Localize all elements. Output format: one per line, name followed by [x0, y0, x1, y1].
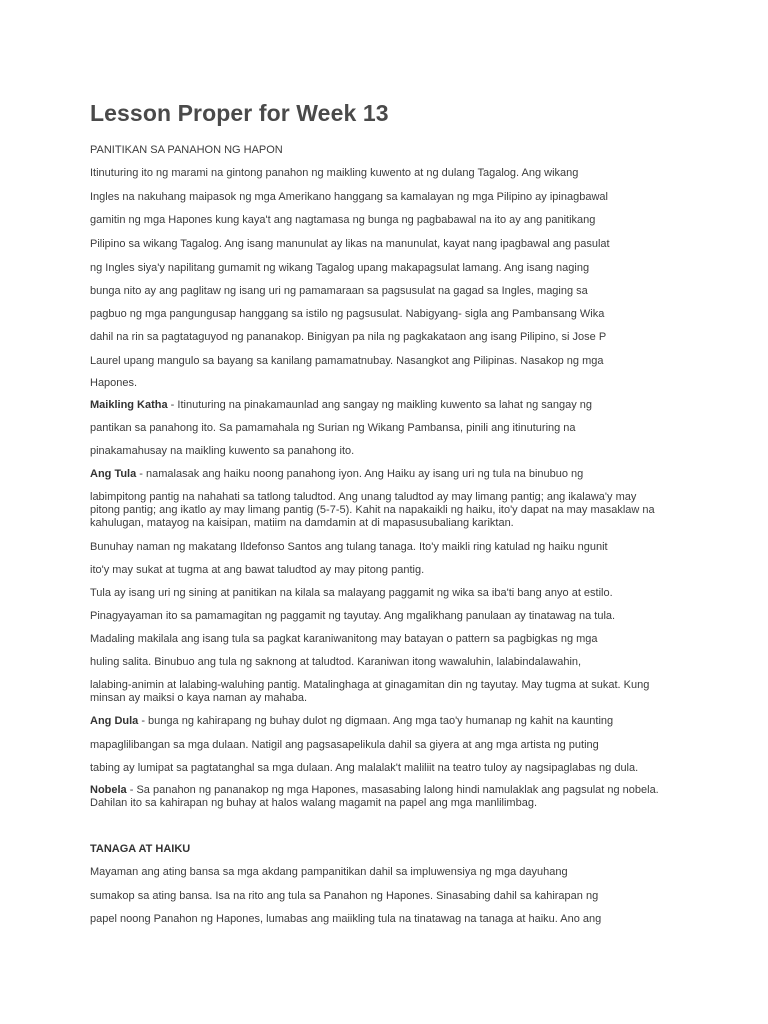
ang-tula-line: labimpitong pantig na nahahati sa tatlong taludtod. Ang unang taludtod ay may limang pantig; ang ikalawa'y may — [90, 491, 637, 503]
tula-paragraph-line: minsan ay maiksi o kaya naman ay mahaba. — [90, 692, 308, 704]
tula-paragraph-line: huling salita. Binubuo ang tula ng saknong at taludtod. Karaniwan itong wawaluhin, lalabindalawahin, — [90, 656, 582, 668]
intro-line: Pilipino sa wikang Tagalog. Ang isang manunulat ay likas na manunulat, kayat nang ipagbawal ang pasulat — [90, 238, 610, 250]
intro-line: Laurel upang mangulo sa bayang sa kanilang pamamatnubay. Nasangkot ang Pilipinas. Nasakop ng mga — [90, 355, 604, 367]
ang-tula-text: - namalasak ang haiku noong panahong iyon. Ang Haiku ay isang uri ng tula na binubuo ng — [136, 468, 584, 480]
maikling-katha-label: Maikling Katha — [90, 399, 168, 411]
intro-line: dahil na rin sa pagtataguyod ng pananakop. Binigyan pa nila ng pagkakataon ang isang Pilipino, si Jose P — [90, 331, 607, 343]
ang-tula-line: kahulugan, matayog na kaisipan, matiim na damdamin at di mapasusubaliang kariktan. — [90, 517, 514, 529]
ang-dula-text: - bunga ng kahirapang ng buhay dulot ng digmaan. Ang mga tao'y humanap ng kahit na kaunting — [138, 715, 614, 727]
ang-dula-label: Ang Dula — [90, 715, 139, 727]
intro-line: pagbuo ng mga pangungusap hanggang sa istilo ng pagsusulat. Nabigyang- sigla ang Pambansang Wika — [90, 308, 605, 320]
section-line: papel noong Panahon ng Hapones, lumabas ang maiikling tula na tinatawag na tanaga at haiku. Ano ang — [90, 913, 602, 925]
nobela-text: - Sa panahon ng pananakop ng mga Hapones, masasabing lalong hindi namulaklak ang pagsulat ng nobela. — [126, 784, 659, 796]
ang-dula-line: tabing ay lumipat sa pagtatanghal sa mga dulaan. Ang malalak't maliliit na teatro tuloy ay nagsipaglabas ng dula. — [90, 762, 639, 774]
intro-line: Hapones. — [90, 377, 138, 389]
intro-line: Itinuturing ito ng marami na gintong panahon ng maikling kuwento at ng dulang Tagalog. Ang wikang — [90, 167, 579, 179]
ang-tula-line — [90, 468, 583, 481]
maikling-katha-line: pantikan sa panahong ito. Sa pamamahala ng Surian ng Wikang Pambansa, pinili ang itinuturing na — [90, 422, 576, 434]
section-subtitle: PANITIKAN SA PANAHON NG HAPON — [90, 144, 283, 156]
intro-line: Ingles na nakuhang maipasok ng mga Amerikano hanggang sa kamalayan ng mga Pilipino ay ipinagbawal — [90, 191, 608, 203]
section-line: sumakop sa ating bansa. Isa na rito ang tula sa Panahon ng Hapones. Sinasabing dahil sa kahirapan ng — [90, 890, 599, 902]
intro-line: ng Ingles siya'y napilitang gumamit ng wikang Tagalog upang makapagsulat lamang. Ang isang naging — [90, 262, 590, 274]
maikling-katha-text: - Itinuturing na pinakamaunlad ang sangay ng maikling kuwento sa lahat ng sangay ng — [167, 399, 593, 411]
nobela-line — [90, 784, 659, 797]
tula-paragraph-line: ito'y may sukat at tugma at ang bawat taludtod ay may pitong pantig. — [90, 564, 425, 576]
maikling-katha-line — [90, 399, 592, 412]
tula-paragraph-line: Madaling makilala ang isang tula sa pagkat karaniwanitong may batayan o pattern sa pagbigkas ng mga — [90, 633, 598, 645]
tula-paragraph-line: Bunuhay naman ng makatang Ildefonso Santos ang tulang tanaga. Ito'y maikli ring katulad ng haiku ngunit — [90, 541, 608, 553]
ang-dula-line — [90, 715, 613, 728]
intro-line: gamitin ng mga Hapones kung kaya't ang nagtamasa ng bunga ng pagbabawal na ito ay ang panitikang — [90, 214, 596, 226]
ang-tula-line: pitong pantig; ang ikatlo ay may limang pantig (5-7-5). Kahit na napakaikli ng haiku, ito'y dapat na may masaklaw na — [90, 504, 655, 516]
nobela-label: Nobela — [90, 784, 127, 796]
page-title: Lesson Proper for Week 13 — [90, 100, 389, 126]
section-heading: TANAGA AT HAIKU — [90, 843, 191, 855]
intro-line: bunga nito ay ang paglitaw ng isang uri ng pamamaraan sa pagsusulat na gagad sa Ingles, maging sa — [90, 285, 588, 297]
section-line: Mayaman ang ating bansa sa mga akdang pampanitikan dahil sa impluwensiya ng mga dayuhang — [90, 866, 568, 878]
tula-paragraph-line: lalabing-animin at lalabing-waluhing pantig. Matalinghaga at ginagamitan din ng tayutay. May tugma at sukat. Kung — [90, 679, 650, 691]
maikling-katha-line: pinakamahusay na maikling kuwento sa panahong ito. — [90, 445, 355, 457]
ang-dula-line: mapaglilibangan sa mga dulaan. Natigil ang pagsasapelikula dahil sa giyera at ang mga artista ng puting — [90, 739, 599, 751]
nobela-line: Dahilan ito sa kahirapan ng buhay at halos walang magamit na papel ang mga manlilimbag. — [90, 797, 537, 809]
tula-paragraph-line: Tula ay isang uri ng sining at panitikan na kilala sa malayang paggamit ng wika sa iba'ti bang anyo at estilo. — [90, 587, 613, 599]
tula-paragraph-line: Pinagyayaman ito sa pamamagitan ng paggamit ng tayutay. Ang mgalikhang panulaan ay tinatawag na tula. — [90, 610, 616, 622]
ang-tula-label: Ang Tula — [90, 468, 137, 480]
